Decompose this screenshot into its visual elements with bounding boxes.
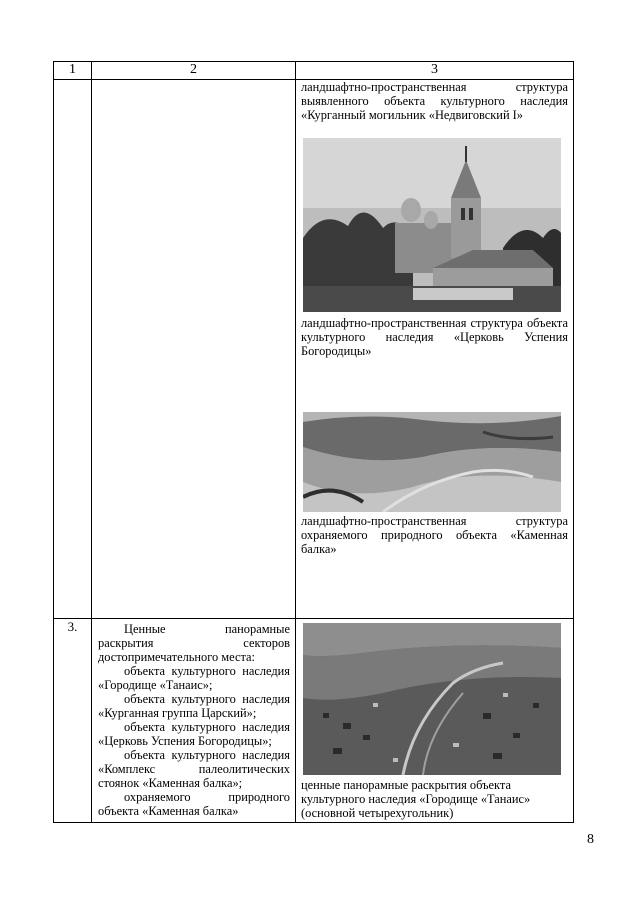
row3-text	[98, 622, 290, 818]
caption-church: ландшафтно-пространственная структура объекта культурного наследия «Церковь Успения Богородицы»	[301, 316, 568, 358]
page-number: 8	[587, 832, 594, 847]
caption-balka: ландшафтно-пространственная структура охраняемого природного объекта «Каменная балка»	[301, 514, 568, 556]
row3-line-church: объекта культурного наследия «Церковь Успения Богородицы»;	[98, 720, 290, 748]
photo-tanais	[303, 623, 561, 775]
caption-kurgan: ландшафтно-пространственная структура выявленного объекта культурного наследия «Курганный могильник «Недвиговский I»	[301, 80, 568, 122]
row3-line-balka: охраняемого природного объекта «Каменная балка»	[98, 790, 290, 818]
cell-illustrations	[296, 80, 574, 619]
row3-line-tanais: объекта культурного наследия «Городище «Танаис»;	[98, 664, 290, 692]
cell-description-empty	[92, 80, 296, 619]
header-col-1: 1	[54, 62, 92, 80]
table-row-3	[54, 619, 574, 823]
photo-kamennaya-balka	[303, 412, 561, 512]
cell-row3-description	[92, 619, 296, 823]
table-row-continued	[54, 80, 574, 619]
header-col-3: 3	[296, 62, 574, 80]
row3-line-complex: объекта культурного наследия «Комплекс палеолитических стоянок «Каменная балка»;	[98, 748, 290, 790]
row3-line-intro: Ценные панорамные раскрытия секторов достопримечательного места:	[98, 622, 290, 664]
row3-line-kurgan: объекта культурного наследия «Курганная группа Царский»;	[98, 692, 290, 720]
cell-row3-illustration	[296, 619, 574, 823]
cell-number-empty	[54, 80, 92, 619]
caption-tanais: ценные панорамные раскрытия объекта культурного наследия «Городище «Танаис» (основной четырехугольник)	[301, 778, 531, 820]
header-row	[54, 62, 574, 80]
header-col-2: 2	[92, 62, 296, 80]
heritage-table	[53, 61, 574, 823]
photo-church	[303, 138, 561, 312]
row-number: 3.	[54, 619, 92, 823]
